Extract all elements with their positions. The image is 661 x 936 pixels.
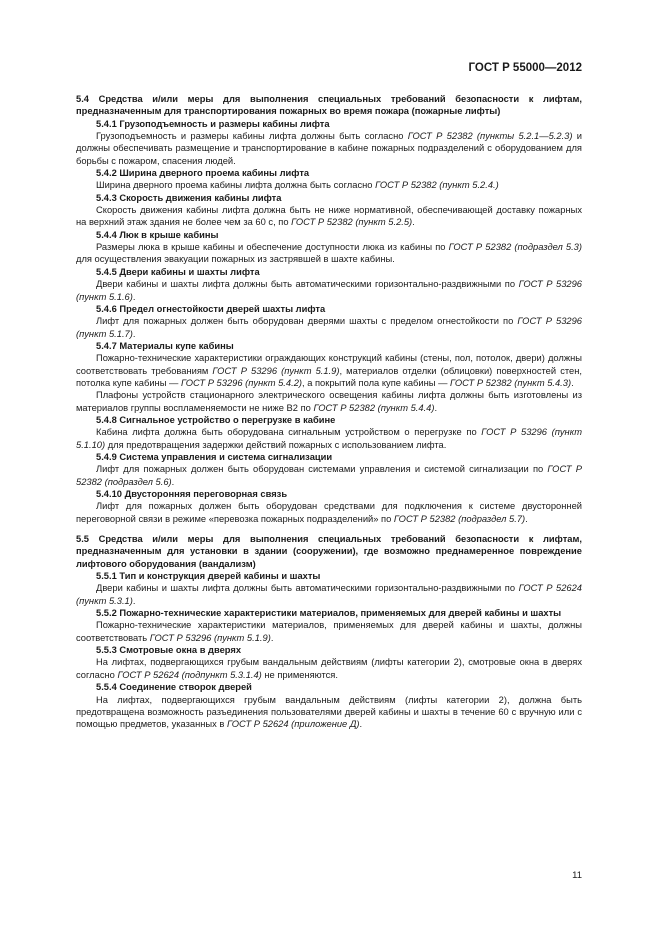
text-run: Плафоны устройств стационарного электрического освещения кабины лифта должны быть изготовлены из материалов группы воспламеняемости не ниже В2 по — [76, 390, 582, 413]
text-run: . — [525, 513, 528, 524]
standard-reference: ГОСТ Р 52382 (пункты 5.2.1—5.2.3) — [407, 131, 573, 142]
body-paragraph — [76, 278, 582, 303]
standard-reference: ГОСТ Р 53296 (пункт 5.1.10) — [76, 427, 582, 450]
text-run: 5.5.3 Смотровые окна в дверях — [96, 645, 242, 656]
text-run: 5.5.2 Пожарно-технические характеристики материалов, применяемых для дверей кабины и шахты — [96, 608, 562, 619]
standard-reference: ГОСТ Р 52382 (подраздел 5.7) — [393, 513, 526, 524]
body-paragraph — [76, 130, 582, 167]
text-run: для предотвращения задержки действий пожарных с использованием лифта. — [105, 439, 447, 450]
subsection-heading — [76, 644, 582, 656]
standard-reference: ГОСТ Р 52382 (пункт 5.2.4.) — [375, 180, 499, 191]
text-run: Скорость движения кабины лифта должна быть не ниже нормативной, обеспечивающей доставку пожарных на верхний этаж здания не более чем за 60 с, по — [76, 205, 582, 228]
body-paragraph — [76, 582, 582, 607]
text-run: Двери кабины и шахты лифта должны быть автоматическими горизонтально-раздвижными по — [96, 279, 519, 290]
body-paragraph — [76, 619, 582, 644]
page-header-doc-id: ГОСТ Р 55000—2012 — [468, 62, 582, 74]
text-run: Двери кабины и шахты лифта должны быть автоматическими горизонтально-раздвижными по — [96, 583, 519, 594]
body-paragraph — [76, 426, 582, 451]
text-run: 5.4.3 Скорость движения кабины лифта — [96, 192, 282, 203]
body-paragraph — [76, 463, 582, 488]
standard-reference: ГОСТ Р 52382 (подраздел 5.6) — [76, 464, 583, 487]
subsection-heading — [76, 451, 582, 463]
text-run: Лифт для пожарных должен быть оборудован средствами для подключения к системе двусторонней переговорной связи в режиме «перевозка пожарных подразделений» по — [76, 501, 582, 524]
text-run: для осуществления эвакуации пожарных из застрявшей в шахте кабины. — [76, 254, 395, 265]
text-run: . — [270, 632, 274, 643]
body-paragraph — [76, 694, 582, 731]
body-paragraph — [76, 656, 582, 681]
subsection-heading — [76, 118, 582, 130]
section-heading — [76, 93, 582, 118]
text-run: . — [434, 402, 438, 413]
text-run: Ширина дверного проема кабины лифта должна быть согласно — [96, 180, 376, 191]
body-paragraph — [76, 352, 582, 389]
subsection-heading — [76, 229, 582, 241]
text-run: 5.4.6 Предел огнестойкости дверей шахты лифта — [96, 303, 326, 314]
text-run: Лифт для пожарных должен быть оборудован дверями шахты с пределом огнестойкости по — [96, 316, 518, 327]
subsection-heading — [76, 488, 582, 500]
standard-reference: ГОСТ Р 52624 (приложение Д) — [226, 719, 360, 730]
standard-reference: ГОСТ Р 52624 (пункт 5.3.1) — [76, 583, 582, 606]
subsection-heading — [76, 266, 582, 278]
text-run: 5.4.2 Ширина дверного проема кабины лифта — [96, 168, 310, 179]
body-paragraph — [76, 500, 582, 525]
text-run: 5.4.5 Двери кабины и шахты лифта — [96, 266, 260, 277]
standard-reference: ГОСТ Р 53296 (пункт 5.4.2) — [180, 377, 302, 388]
standard-reference: ГОСТ Р 53296 (пункт 5.1.9) — [149, 632, 271, 643]
body-paragraph — [76, 389, 582, 414]
text-run: Пожарно-технические характеристики материалов, применяемых для дверей кабины и шахты, должны соответствовать — [76, 620, 582, 643]
text-run: . — [132, 595, 136, 606]
text-run: 5.5.4 Соединение створок дверей — [96, 682, 252, 693]
text-run: На лифтах, подвергающихся грубым вандальным действиям (лифты категории 2), смотровые окна в дверях согласно — [76, 657, 582, 680]
standard-reference: ГОСТ Р 52382 (пункт 5.4.4) — [313, 402, 435, 413]
subsection-heading — [76, 607, 582, 619]
standard-reference: ГОСТ Р 53296 (пункт 5.1.9) — [212, 365, 340, 376]
text-run: Лифт для пожарных должен быть оборудован системами управления и системой сигнализации по — [96, 464, 548, 475]
subsection-heading — [76, 681, 582, 693]
page-number: 11 — [572, 870, 582, 881]
standard-reference: ГОСТ Р 52624 (подпункт 5.3.1.4) — [117, 669, 262, 680]
document-body — [76, 93, 582, 731]
text-run: Пожарно-технические характеристики ограждающих конструкций кабины (стены, пол, потолок, двери) должны соответствовать требованиям — [76, 353, 582, 376]
subsection-heading — [76, 340, 582, 352]
standard-reference: ГОСТ Р 53296 (пункт 5.1.7) — [76, 316, 583, 339]
body-paragraph — [76, 179, 582, 191]
subsection-heading — [76, 303, 582, 315]
text-run: не применяются. — [261, 669, 338, 680]
text-run: Кабина лифта должна быть оборудована сигнальным устройством о перегрузке по — [96, 427, 482, 438]
text-run: . — [171, 476, 175, 487]
text-run: . — [571, 377, 574, 388]
body-paragraph — [76, 241, 582, 266]
text-run: , а покрытий пола купе кабины — — [302, 377, 451, 388]
text-run: . — [412, 217, 415, 228]
text-run: . — [132, 291, 136, 302]
standard-reference: ГОСТ Р 52382 (пункт 5.2.5) — [291, 217, 413, 228]
subsection-heading — [76, 414, 582, 426]
text-run: и должны обеспечивать размещение и транспортирование в кабине пожарных подразделений с оборудованием для борьбы с пожаром, спасения людей. — [76, 131, 582, 166]
subsection-heading — [76, 192, 582, 204]
text-run: 5.4.7 Материалы купе кабины — [96, 340, 234, 351]
text-run: , материалов отделки (облицовки) поверхностей стен, потолка купе кабины — — [76, 365, 582, 388]
text-run: 5.5.1 Тип и конструкция дверей кабины и шахты — [96, 571, 321, 582]
subsection-heading — [76, 167, 582, 179]
text-run: 5.4 Средства и/или меры для выполнения специальных требований безопасности к лифтам, предназначенным для транспортирования пожарных во время пожара (пожарные лифты) — [76, 94, 582, 117]
standard-reference: ГОСТ Р 53296 (пункт 5.1.6) — [76, 279, 582, 302]
body-paragraph — [76, 204, 582, 229]
text-run: Размеры люка в крыше кабины и обеспечение доступности люка из кабины по — [96, 242, 449, 253]
text-run: 5.4.1 Грузоподъемность и размеры кабины лифта — [96, 118, 330, 129]
section-heading — [76, 533, 582, 570]
text-run: 5.4.4 Люк в крыше кабины — [96, 229, 219, 240]
subsection-heading — [76, 570, 582, 582]
text-run: Грузоподъемность и размеры кабины лифта должны быть согласно — [96, 131, 408, 142]
text-run: 5.4.10 Двусторонняя переговорная связь — [96, 489, 288, 499]
text-run: 5.5 Средства и/или меры для выполнения специальных требований безопасности к лифтам, предназначенным для установки в здании (сооружении), где возможно преднамеренное повреждение лифтового оборудования (вандализм) — [76, 534, 582, 569]
text-run: . — [132, 328, 136, 339]
standard-reference: ГОСТ Р 52382 (подраздел 5.3) — [448, 242, 582, 253]
text-run: 5.4.8 Сигнальное устройство о перегрузке в кабине — [96, 414, 336, 425]
standard-reference: ГОСТ Р 52382 (пункт 5.4.3) — [450, 377, 572, 388]
text-run: На лифтах, подвергающихся грубым вандальным действиям (лифты категории 2), должна быть предотвращена возможность разъединения пользователями дверей кабины и шахты в течение 60 с вручную или с помощью предметов, указанных в — [76, 694, 582, 730]
text-run: . — [359, 719, 363, 730]
body-paragraph — [76, 315, 582, 340]
text-run: 5.4.9 Система управления и система сигнализации — [96, 451, 333, 462]
